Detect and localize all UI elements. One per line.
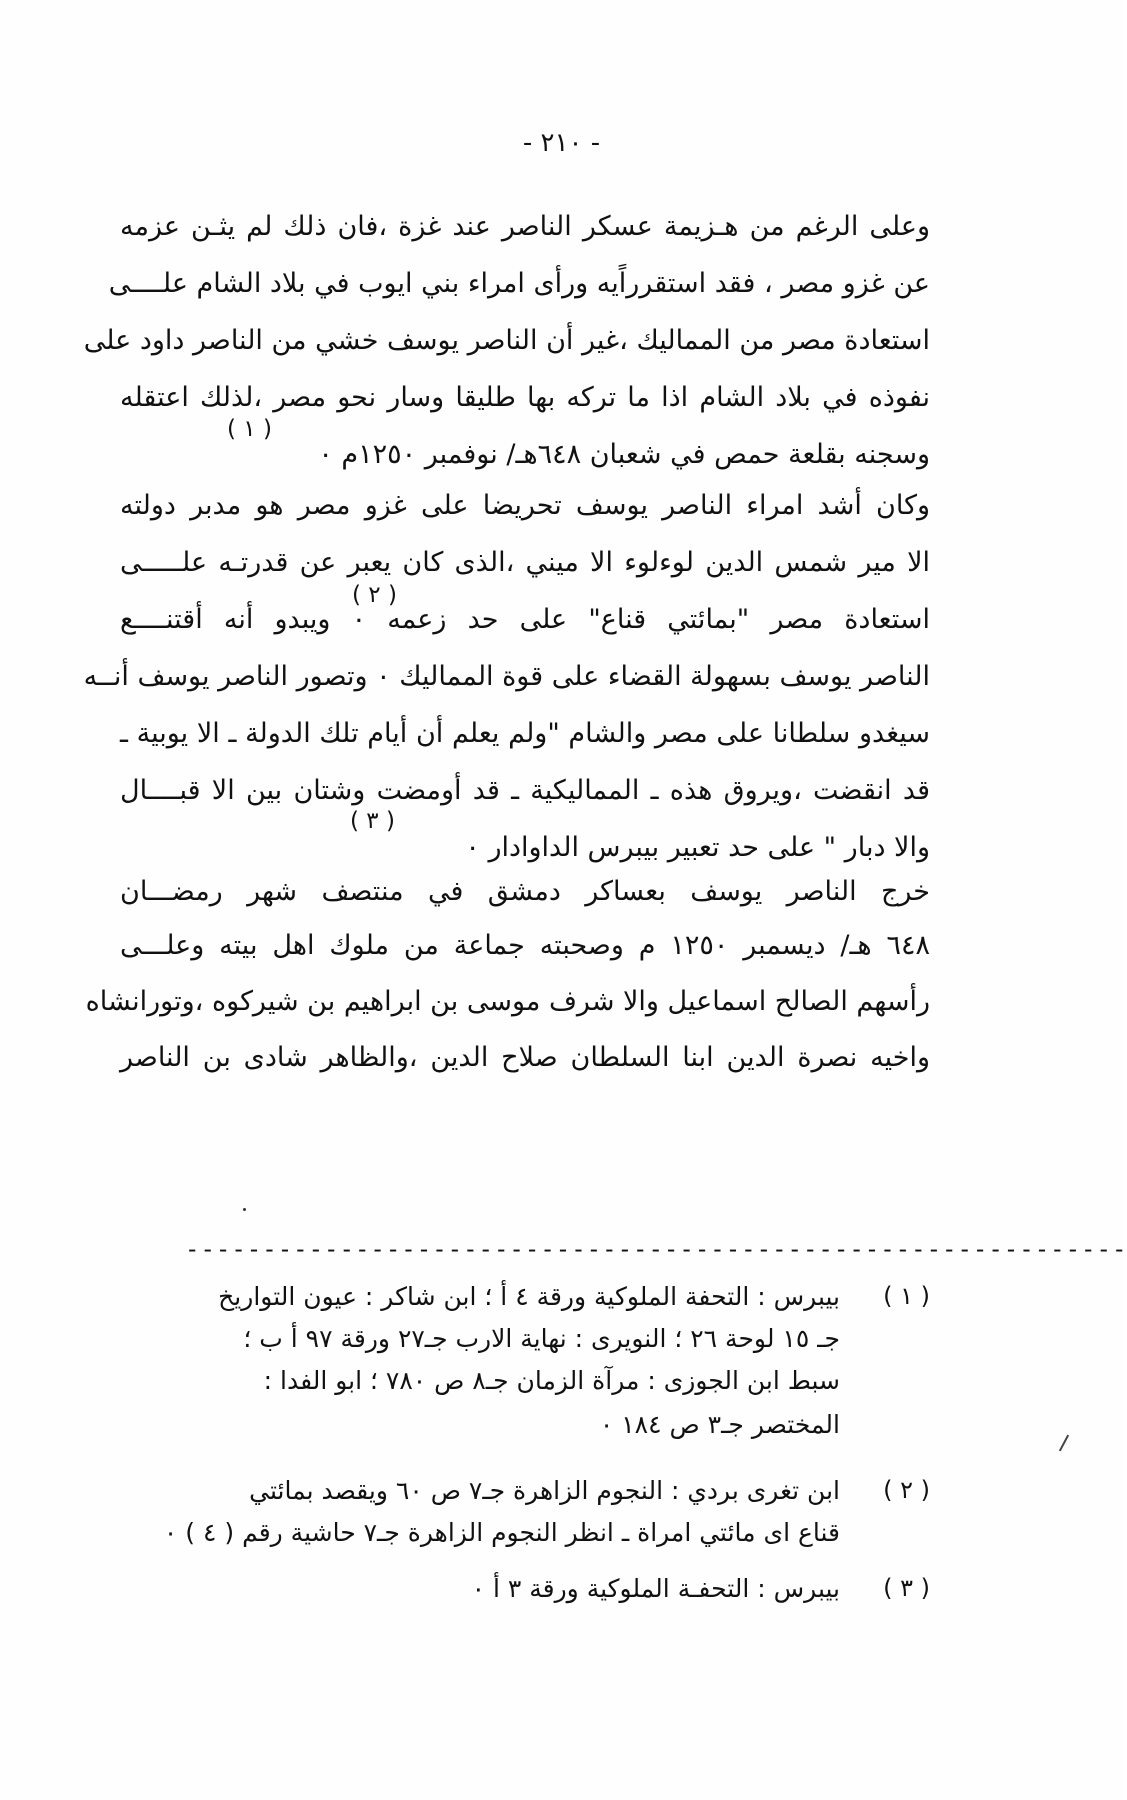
footnote-line: قناع اى مائتي امراة ـ انظر النجوم الزاهرة جـ٧ حاشية رقم ( ٤ ) ٠	[163, 1518, 840, 1547]
footnote-line: بيبرس : التحفـة الملوكية ورقة ٣ أ ٠	[471, 1574, 840, 1603]
text-line: والا دبار " على حد تعبير بيبرس الداوادار ٠	[465, 832, 930, 863]
footnote-line: بيبرس : التحفة الملوكية ورقة ٤ أ ؛ ابن شاكر : عيون التواريخ	[218, 1282, 840, 1311]
text-line: رأسهم الصالح اسماعيل والا شرف موسى بن ابراهيم بن شيركوه ،وتورانشاه	[85, 986, 930, 1017]
footnote-marker: ( ٣ )	[883, 1574, 930, 1602]
footnote-2	[120, 1476, 930, 1566]
margin-pen-mark	[1059, 1435, 1069, 1452]
text-line: وعلى الرغم من هـزيمة عسكر الناصر عند غزة ،فان ذلك لم يثـن عزمه	[120, 211, 930, 242]
text-line: وسجنه بقلعة حمص في شعبان ٦٤٨هـ/ نوفمبر ١٢٥٠م ٠	[318, 439, 930, 470]
text-line: قد انقضت ،ويروق هذه ـ المماليكية ـ قد أومضت وشتان بين الا قبــــال	[120, 775, 930, 806]
text-line: واخيه نصرة الدين ابنا السلطان صلاح الدين ،والظاهر شادى بن الناصر	[120, 1042, 930, 1073]
text-line: استعادة مصر "بمائتي قناع" على حد زعمه ٠ ويبدو أنه أقتنــــع	[120, 604, 930, 635]
footnote-marker: ( ١ )	[883, 1282, 930, 1310]
text-line: نفوذه في بلاد الشام اذا ما تركه بها طليقا وسار نحو مصر ،لذلك اعتقله	[120, 382, 930, 413]
text-line: وكان أشد امراء الناصر يوسف تحريضا على غزو مصر هو مدبر دولته	[120, 490, 930, 521]
ink-dot	[243, 1208, 246, 1211]
text-line: الناصر يوسف بسهولة القضاء على قوة المماليك ٠ وتصور الناصر يوسف أنــه	[83, 661, 930, 692]
footnote-line: جـ ١٥ لوحة ٢٦ ؛ النويرى : نهاية الارب جـ٢٧ ورقة ٩٧ أ ب ؛	[243, 1324, 840, 1353]
footnote-marker: ( ٢ )	[883, 1476, 930, 1504]
footnote-line: المختصر جـ٣ ص ١٨٤ ٠	[599, 1410, 840, 1439]
text-line: خرج الناصر يوسف بعساكر دمشق في منتصف شهر رمضـــان	[120, 876, 930, 907]
footnote-reference-1: ( ١ )	[227, 416, 272, 442]
footnote-reference-2: ( ٢ )	[352, 582, 397, 608]
footnote-separator: -------------------------------------------------------------	[185, 1235, 1127, 1263]
footnote-3	[120, 1574, 930, 1614]
paragraph-2	[83, 490, 930, 872]
text-line: استعادة مصر من المماليك ،غير أن الناصر يوسف خشي من الناصر داود على	[83, 325, 930, 356]
text-line: ٦٤٨ هـ/ ديسمبر ١٢٥٠ م وصحبته جماعة من ملوك اهل بيته وعلـــى	[120, 930, 930, 961]
text-line: عن غزو مصر ، فقد استقرراًيه ورأى امراء بني ايوب في بلاد الشام علــــى	[108, 268, 930, 299]
page-number: - ٢١٠ -	[522, 128, 601, 158]
footnote-reference-3: ( ٣ )	[350, 808, 395, 834]
text-line: الا مير شمس الدين لوءلوء الا ميني ،الذى كان يعبر عن قدرتـه علـــــى	[120, 547, 930, 578]
footnote-1	[120, 1282, 930, 1462]
footnote-line: سبط ابن الجوزى : مرآة الزمان جـ٨ ص ٧٨٠ ؛ ابو الفدا :	[263, 1366, 840, 1395]
paragraph-3	[85, 876, 930, 1208]
footnote-line: ابن تغرى بردي : النجوم الزاهرة جـ٧ ص ٦٠ ويقصد بمائتي	[249, 1476, 840, 1505]
text-line: سيغدو سلطانا على مصر والشام "ولم يعلم أن أيام تلك الدولة ـ الا يوبية ـ	[120, 718, 930, 749]
